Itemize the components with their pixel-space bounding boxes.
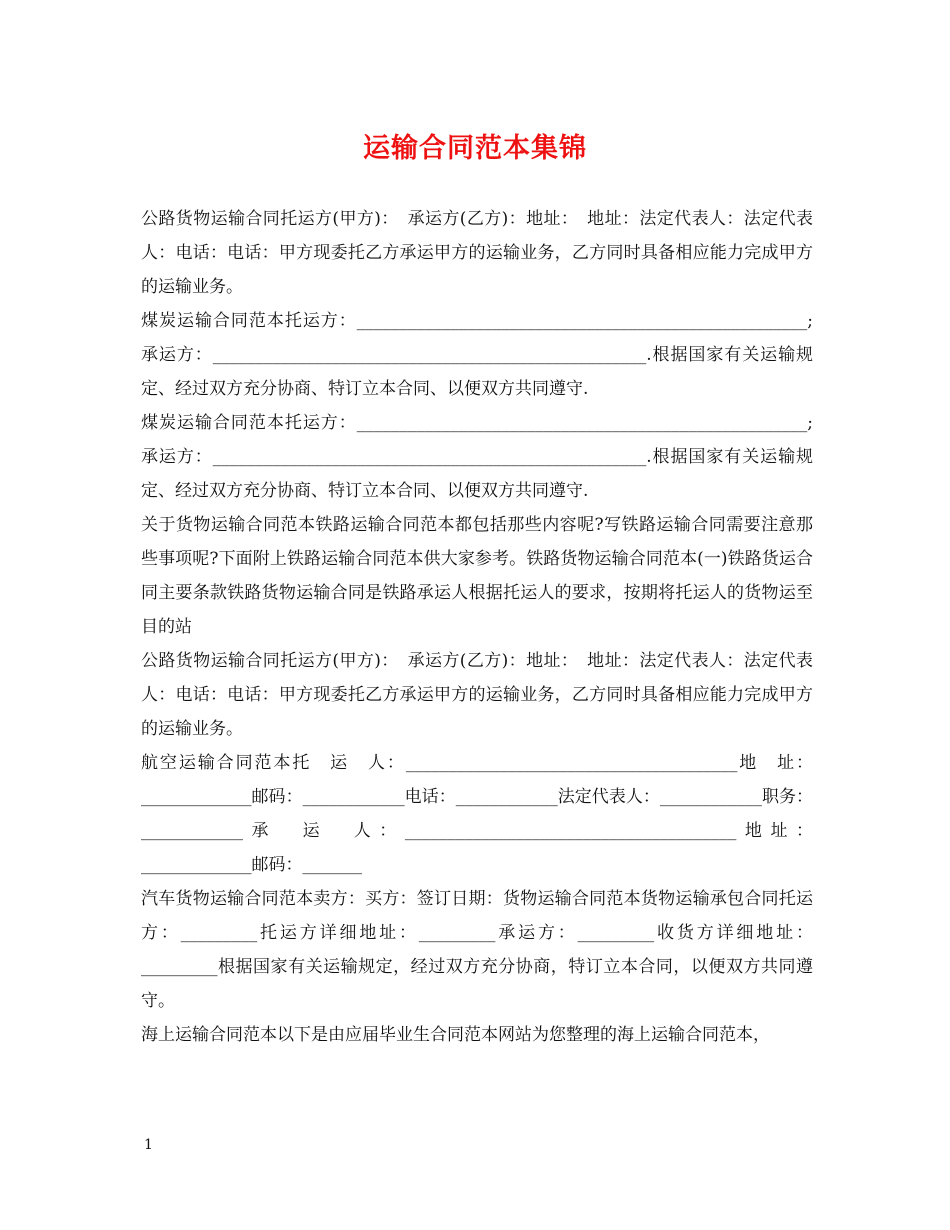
paragraph-highway-contract: 公路货物运输合同托运方(甲方)： 承运方(乙方)：地址： 地址：法定代表人：法定代表人：电话：电话：甲方现委托乙方承运甲方的运输业务，乙方同时具备相应能力完成甲方的运输业务。 <box>141 209 813 297</box>
page-number: 1 <box>144 1137 153 1153</box>
paragraph-truck-contract: 汽车货物运输合同范本卖方：买方：签订日期：货物运输合同范本货物运输承包合同托运方：_________托运方详细地址：_________承运方：_________收货方详细地址：_________根据国家有关运输规定，经过双方充分协商，特订立本合同，以便双方共同遵守。 <box>141 889 813 1011</box>
paragraph-air-contract: 航空运输合同范本托 运 人：_______________________________________地 址：_____________邮码：____________电话：____________法定代表人：____________职务：____________承 运 人：_______________________________________地址：_____________邮码：_______ <box>141 753 813 875</box>
paragraph-sea-contract: 海上运输合同范本以下是由应届毕业生合同范本网站为您整理的海上运输合同范本， <box>141 1025 770 1045</box>
paragraph-coal-contract: 煤炭运输合同范本托运方：_____________________________________________________;承运方：___________________________________________________.根据国家有关运输规定、经过双方充分协商、特订立本合同、以便双方共同遵守. <box>141 311 813 399</box>
document-title: 运输合同范本集锦 <box>363 133 587 164</box>
document-body <box>141 202 813 1052</box>
paragraph-railway-contract: 关于货物运输合同范本铁路运输合同范本都包括那些内容呢?写铁路运输合同需要注意那些事项呢?下面附上铁路运输合同范本供大家参考。铁路货物运输合同范本(一)铁路货运合同主要条款铁路货物运输合同是铁路承运人根据托运人的要求，按期将托运人的货物运至目的站 <box>141 515 813 637</box>
paragraph-coal-contract-repeat: 煤炭运输合同范本托运方：_____________________________________________________;承运方：___________________________________________________.根据国家有关运输规定、经过双方充分协商、特订立本合同、以便双方共同遵守. <box>141 413 813 501</box>
paragraph-highway-contract-repeat: 公路货物运输合同托运方(甲方)： 承运方(乙方)：地址： 地址：法定代表人：法定代表人：电话：电话：甲方现委托乙方承运甲方的运输业务，乙方同时具备相应能力完成甲方的运输业务。 <box>141 651 813 739</box>
